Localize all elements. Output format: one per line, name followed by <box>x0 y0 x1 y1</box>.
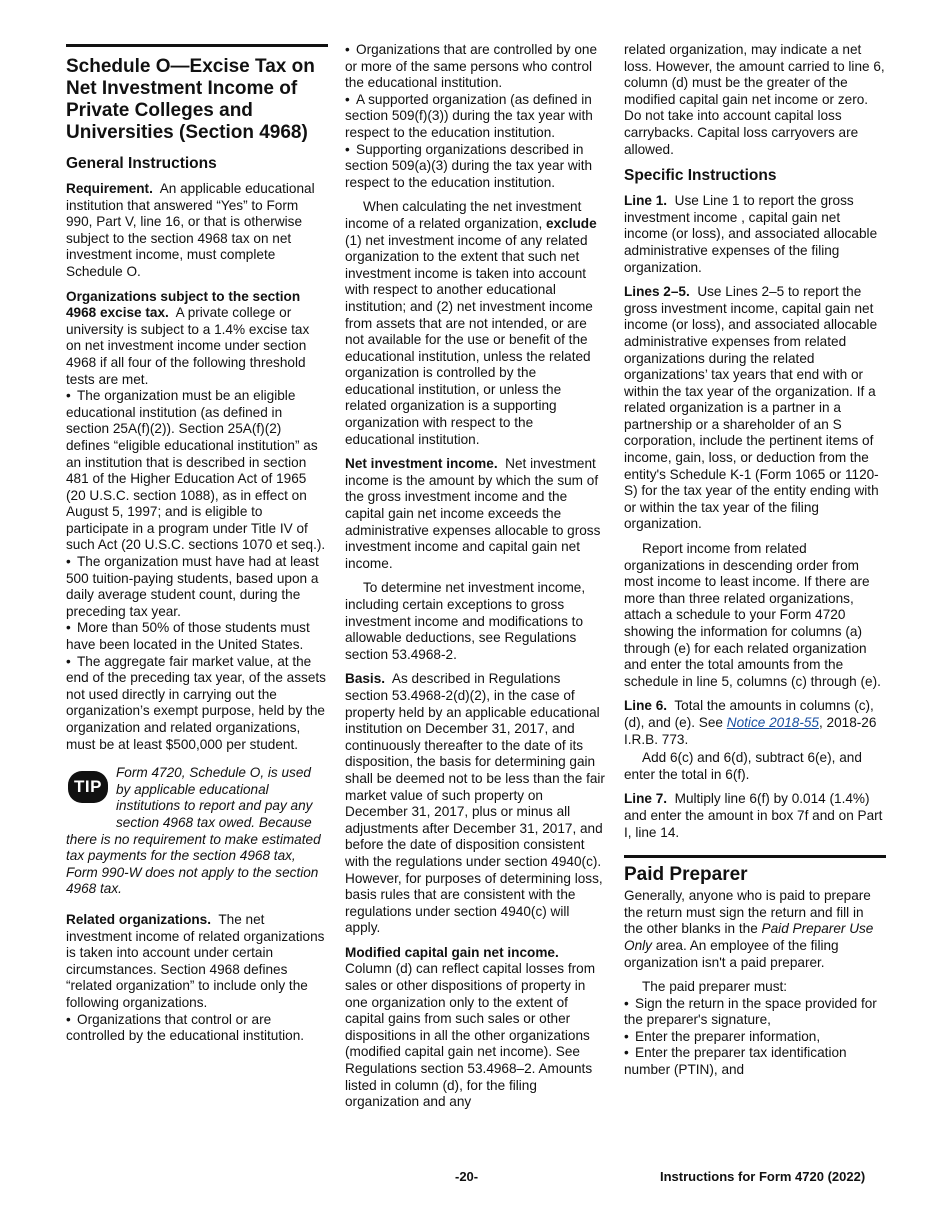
tip-text: Form 4720, Schedule O, is used by applicable educational institutions to report and pay any section 4968 tax owed. Because there is no requirement to make estimated tax payments for the section 4968 tax, Form 990-W does not apply to the section 4968 tax. <box>66 765 321 897</box>
related-org-bullet: • Organizations that control or are controlled by the educational institution. <box>66 1012 328 1045</box>
tip-box <box>66 765 328 898</box>
line-6-paragraph: Line 6. Total the amounts in columns (c), (d), and (e). See Notice 2018-55, 2018-26 I.R.B. 773. <box>624 698 877 747</box>
threshold-bullet: • The aggregate fair market value, at the end of the preceding tax year, of the assets not used directly in carrying out the organization’s exempt purpose, held by the organization and related organizations, must be at least $500,000 per student. <box>66 654 328 754</box>
line-7-paragraph: Line 7. Multiply line 6(f) by 0.014 (1.4%) and enter the amount in box 7f and on Part I, line 14. <box>624 791 883 840</box>
determine-paragraph: To determine net investment income, including certain exceptions to gross investment income and modifications to allowable deductions, see Regulations section 53.4968-2. <box>345 580 586 662</box>
related-org-bullets <box>345 42 605 191</box>
preparer-bullet: • Enter the preparer information, <box>624 1029 886 1046</box>
preparer-must-paragraph: The paid preparer must: <box>642 979 788 995</box>
general-instructions-heading: General Instructions <box>66 155 217 172</box>
related-org-bullet: • Supporting organizations described in section 509(a)(3) during the tax year with respect to the education institution. <box>345 142 605 192</box>
calculation-paragraph: When calculating the net investment income of a related organization, exclude (1) net investment income of any related organization to the extent that such net investment income is taken into account with respect to another educational institution; and (2) net investment income from assets that are not intended, or are not available for the use or benefit of the educational institution, unless the related organization is controlled by the educational institution, or unless the related organization is a supporting organization with respect to the educational institution. <box>345 199 597 447</box>
net-investment-income-paragraph: Net investment income. Net investment income is the amount by which the sum of the gross investment income and the capital gain net income exceeds the administrative expenses allocable to gross investment income and capital gain net income. <box>345 456 601 571</box>
basis-paragraph: Basis. As described in Regulations section 53.4968-2(d)(2), in the case of property held by an applicable educational institution on December 31, 2017, and continuously thereafter to the date of its disposition, the basis for determining gain shall be deemed not to be less than the fair market value of such property on December 31, 2017, plus or minus all adjustments after December 31, 2017, and before the date of disposition consistent with the regulations under section 4940(c). However, for purposes of determining loss, basis rules that are consistent with the regulations under section 4940(c) will apply. <box>345 671 605 936</box>
tip-badge: TIP <box>68 771 108 803</box>
section-rule <box>624 855 886 858</box>
related-org-bullet: • Organizations that are controlled by one or more of the same persons who control the educational institution. <box>345 42 605 92</box>
section-rule <box>66 44 328 47</box>
related-org-bullet: • A supported organization (as defined in section 509(f)(3)) during the tax year with respect to the education institution. <box>345 92 605 142</box>
paid-preparer-heading: Paid Preparer <box>624 864 748 886</box>
organizations-subject-paragraph: Organizations subject to the section 4968 excise tax. A private college or university is subject to a 1.4% excise tax on net investment income under section 4968 if all four of the following threshold tests are met. <box>66 288 310 387</box>
add-paragraph: Add 6(c) and 6(d), subtract 6(e), and enter the total in 6(f). <box>624 750 862 782</box>
preparer-bullet: • Sign the return in the space provided for the preparer's signature, <box>624 996 886 1029</box>
paid-preparer-paragraph: Generally, anyone who is paid to prepare the return must sign the return and fill in the other blanks in the Paid Preparer Use Only area. An employee of the filing organization isn't a paid preparer. <box>624 888 874 970</box>
related-organizations-paragraph: Related organizations. The net investment income of related organizations is taken into account under certain circumstances. Section 4968 defines “related organization” to include only the following organizations. <box>66 911 325 1010</box>
page-number: -20- <box>455 1169 479 1184</box>
schedule-o-title: Schedule O—Excise Tax on Net Investment Income of Private Colleges and Universities (Section 4968) <box>66 56 315 143</box>
organizations-subject-section <box>66 289 328 754</box>
preparer-bullet: • Enter the preparer tax identification number (PTIN), and <box>624 1045 886 1078</box>
threshold-bullet: • The organization must have had at least 500 tuition-paying students, based upon a daily average student count, during the preceding tax year. <box>66 554 328 620</box>
threshold-bullet: • The organization must be an eligible educational institution (as defined in section 25A(f)(2)). Section 25A(f)(2) defines “eligible educational institution” as an institution that is described in section 481 of the Higher Education Act of 1965 (20 U.S.C. section 1088), as in effect on August 5, 1997; and is eligible to participate in a program under Title IV of such Act (20 U.S.C. sections 1070 et seq.). <box>66 388 328 554</box>
line-1-paragraph: Line 1. Use Line 1 to report the gross investment income , capital gain net income (or loss), and associated allocable administrative expenses of the filing organization. <box>624 193 878 275</box>
requirement-paragraph: Requirement. An applicable educational institution that answered “Yes” to Form 990, Part V, line 16, or that is otherwise subject to the section 4968 tax on net investment income, must complete Schedule O. <box>66 181 315 279</box>
form-name-footer: Instructions for Form 4720 (2022) <box>660 1169 866 1184</box>
modified-capital-gain-paragraph: Modified capital gain net income. Column (d) can reflect capital losses from sales or other dispositions of property in one organization only to the extent of capital gains from such sales or other dispositions in all the other organizations (modified capital gain net income). See Regulations section 53.4968–2. Amounts listed in column (d), for the filing organization and any <box>345 944 596 1110</box>
specific-instructions-heading: Specific Instructions <box>624 167 777 185</box>
threshold-bullet: • More than 50% of those students must have been located in the United States. <box>66 620 328 653</box>
requirement-lead: Requirement. <box>66 181 153 196</box>
tip-icon <box>66 771 110 811</box>
continued-paragraph: related organization, may indicate a net loss. However, the amount carried to line 6, column (d) must be the greater of the modified capital gain net income or zero. Do not take into account capital loss carrybacks. Capital loss carryovers are allowed. <box>624 42 885 157</box>
column-2 <box>345 42 605 1119</box>
lines-2-5-paragraph: Lines 2–5. Use Lines 2–5 to report the gross investment income, capital gain net income (or loss), and associated allocable administrative expenses from related organizations during the related organizations’ tax years that end with or within the tax year of the organization. If a related organization is a partner in a partnership or a shareholder of an S corporation, include the pertinent items of income, gain, loss, or deduction from the entity's Schedule K-1 (Form 1065 or 1120-S) for the tax year of the entity ending with or within the tax year of the filing organization. <box>624 284 879 532</box>
notice-2018-55-link[interactable]: Notice 2018-55 <box>726 714 819 730</box>
report-income-paragraph: Report income from related organizations in descending order from most income to least income. If there are more than three related organizations, attach a schedule to your Form 4720 showing the information for columns (a) through (e) for each related organization and enter the total amounts from the schedule in line 5, columns (c) through (e). <box>624 541 881 689</box>
column-3 <box>624 42 886 1079</box>
column-1 <box>66 42 328 1045</box>
